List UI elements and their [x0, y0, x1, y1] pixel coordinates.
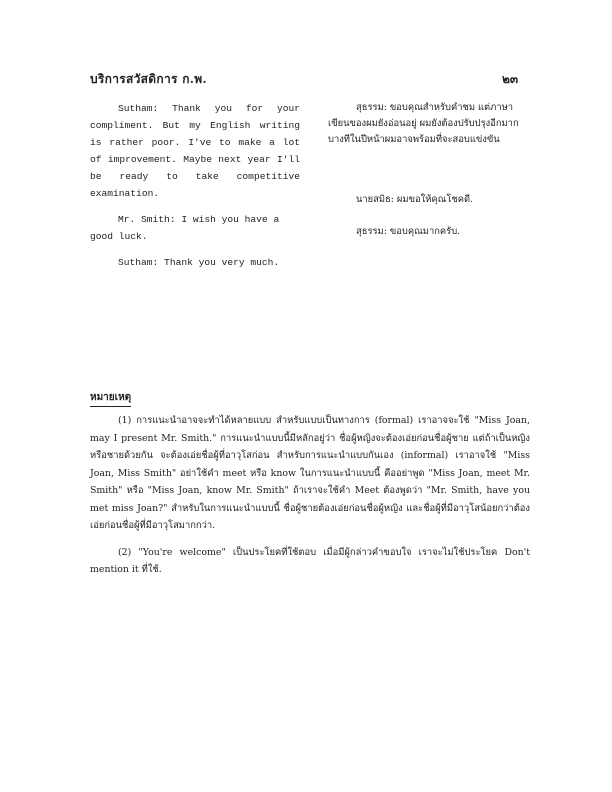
thai-paragraph-1: สุธรรม: ขอบคุณสำหรับคำชม แต่ภาษาเขียนของผมยังอ่อนอยู่ ผมยังต้องปรับปรุงอีกมาก บางทีในปีหน้าผมอาจพร้อมที่จะสอบแข่งขัน: [328, 102, 519, 145]
english-paragraph-3: Sutham: Thank you very much.: [118, 257, 280, 268]
english-column: [90, 100, 300, 271]
thai-column: [328, 100, 528, 240]
thai-paragraph-2: นายสมิธ: ผมขอให้คุณโชคดี.: [356, 194, 474, 205]
notes-section: [90, 412, 530, 579]
english-paragraph-1: Sutham: Thank you for your compliment. But my English writing is rather poor. I've to make a lot of improvement. Maybe next year I'll be ready to take competitive examination.: [90, 103, 300, 199]
notes-heading: หมายเหตุ: [90, 390, 131, 407]
english-paragraph-2: Mr. Smith: I wish you have a good luck.: [90, 214, 280, 242]
running-header: บริการสวัสดิการ ก.พ.: [90, 72, 207, 86]
page-number: ๒๓: [502, 72, 519, 86]
note-1: (1) การแนะนำอาจจะทำได้หลายแบบ สำหรับแบบเป็นทางการ (formal) เราอาจจะใช้ "Miss Joan, may I present Mr. Smith." การแนะนำแบบนี้มีหลักอยู่ว่า ชื่อผู้หญิงจะต้องเอ่ยก่อนชื่อผู้ชาย แต่ถ้าเป็นหญิงหรือชายด้วยกัน จะต้องเอ่ยชื่อผู้ที่อาวุโสก่อน สำหรับการแนะนำแบบกันเอง (informal) เราอาจใช้ "Miss Joan, Miss Smith" อย่าใช้คำ meet หรือ know ในการแนะนำแบบนี้ คืออย่าพูด "Miss Joan, meet Mr. Smith" หรือ "Miss Joan, know Mr. Smith" ถ้าเราจะใช้คำ Meet ต้องพูดว่า "Mr. Smith, have you met miss Joan?" สำหรับในการแนะนำแบบนี้ ชื่อผู้ชายต้องเอ่ยก่อนชื่อผู้หญิง และชื่อผู้ที่มีอาวุโสน้อยกว่าต้องเอ่ยก่อนชื่อผู้ที่มีอาวุโสมากกว่า.: [90, 415, 530, 531]
note-2: (2) "You're welcome" เป็นประโยคที่ใช้ตอบ เมื่อมีผู้กล่าวคำขอบใจ เราจะไม่ใช้ประโยค Don't mention it ที่ใช้.: [90, 546, 530, 575]
thai-paragraph-3: สุธรรม: ขอบคุณมากครับ.: [356, 226, 461, 237]
